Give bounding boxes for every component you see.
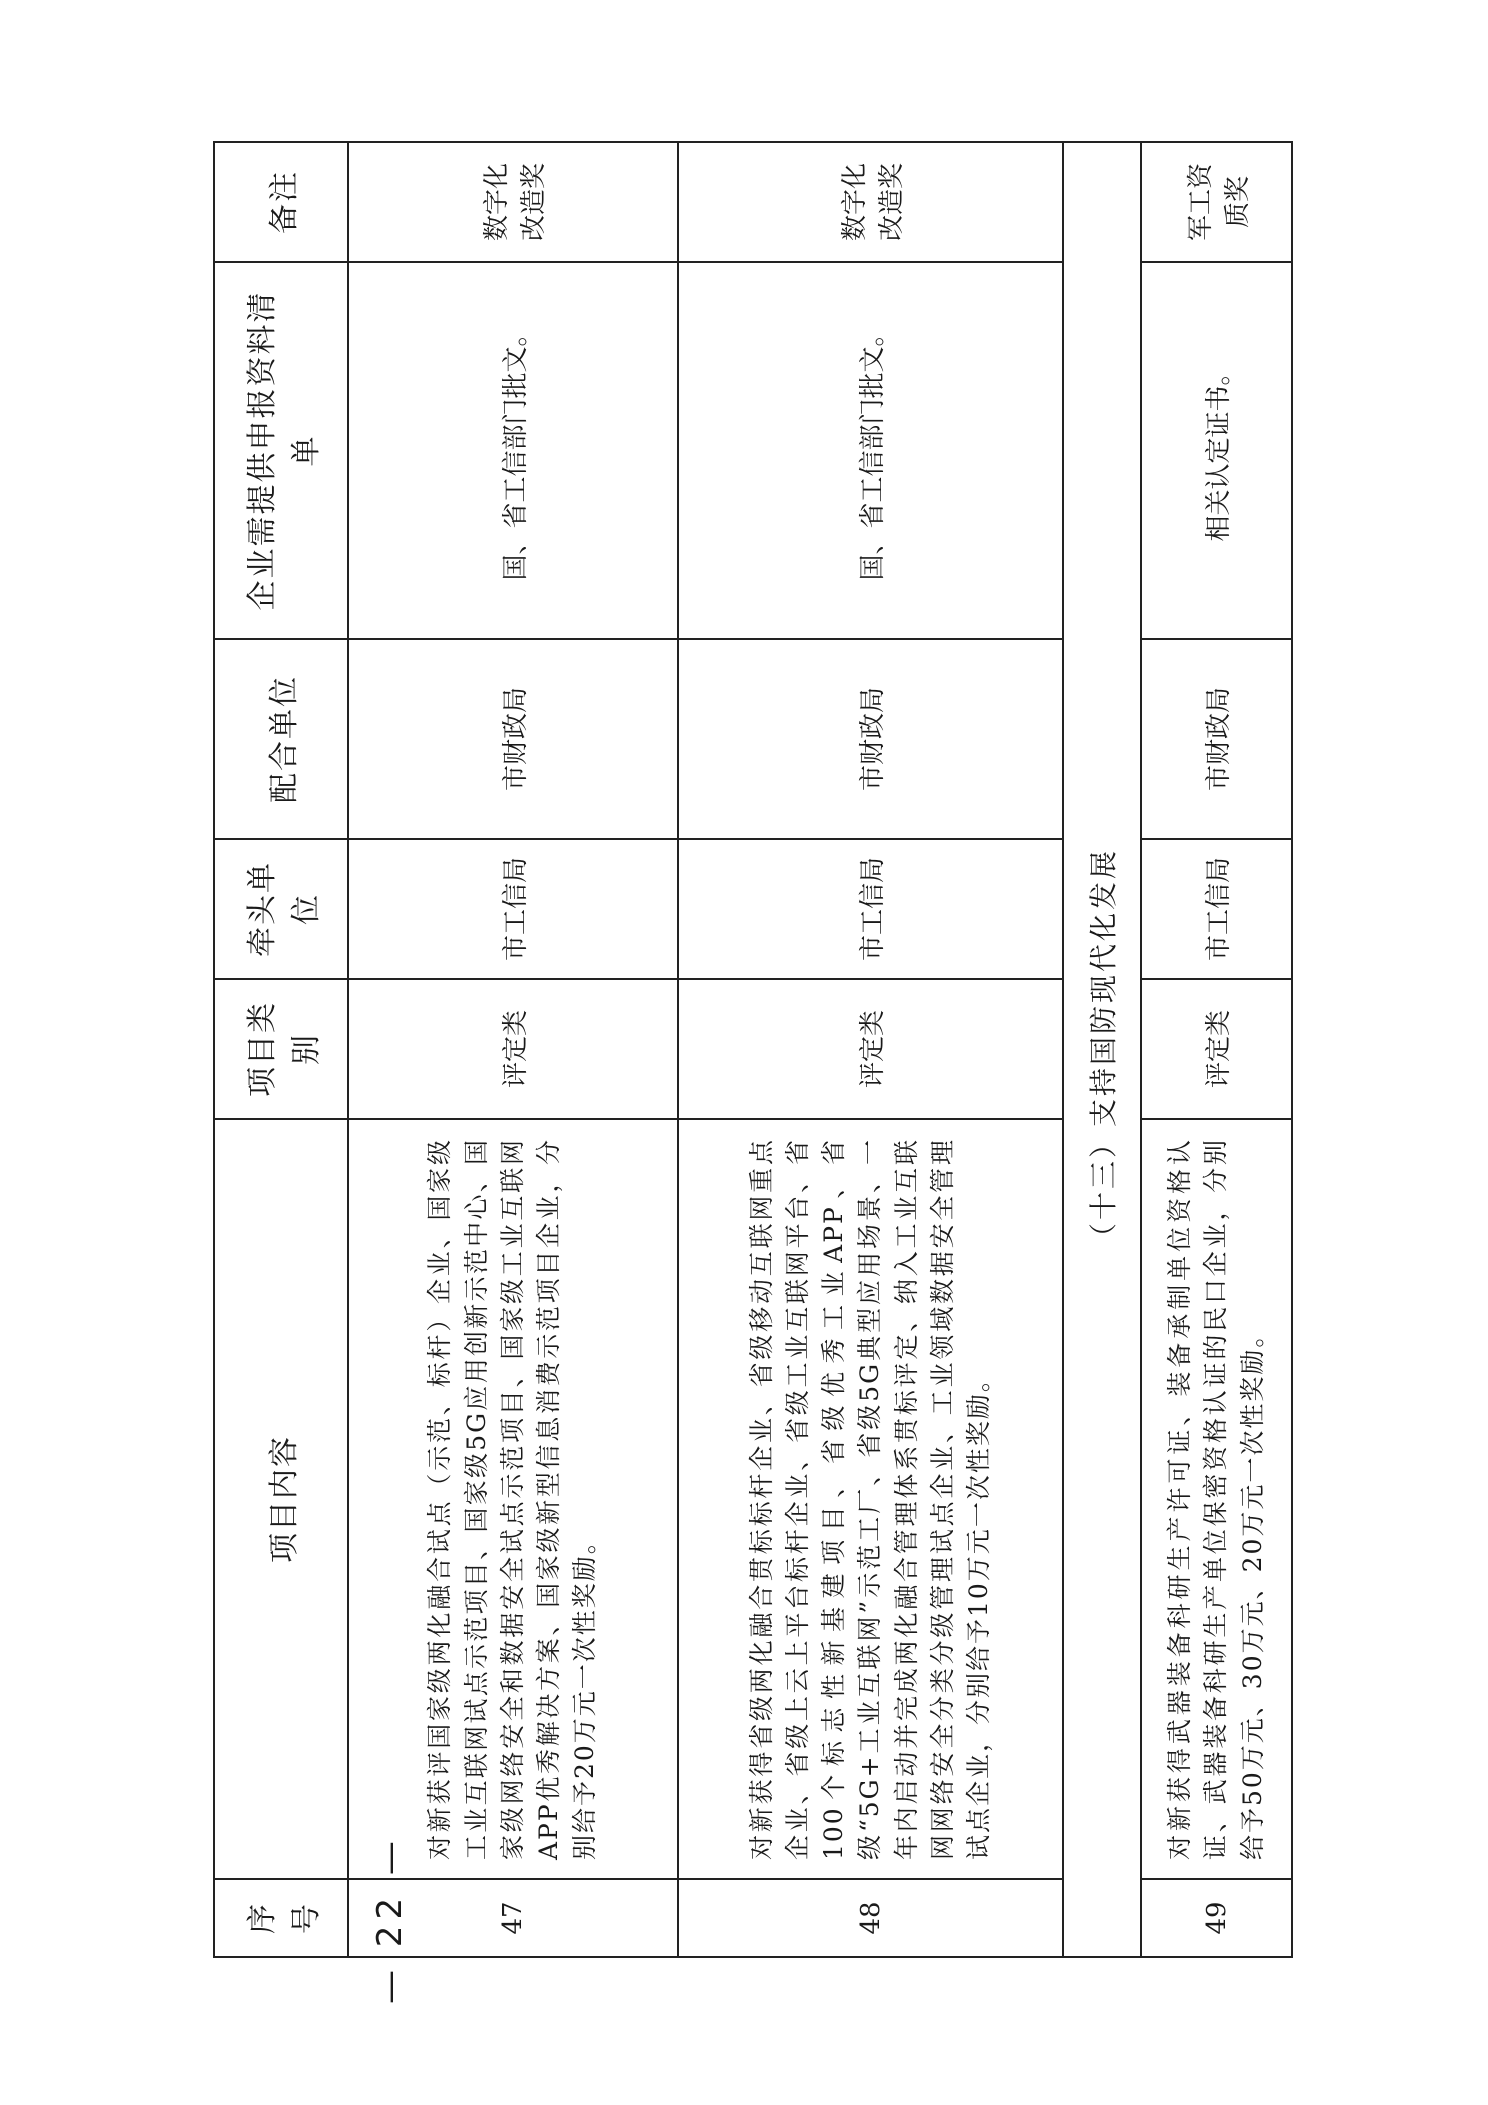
row-no: 47	[348, 1879, 678, 1957]
page-number: — 22 —	[370, 1835, 410, 2005]
table-row	[348, 142, 678, 1957]
table-row	[1141, 142, 1292, 1957]
row-category: 评定类	[348, 979, 678, 1119]
row-materials: 国、省工信部门批文。	[678, 262, 1063, 639]
row-materials: 相关认定证书。	[1141, 262, 1292, 639]
row-content: 对新获评国家级两化融合试点（示范、标杆）企业、国家级工业互联网试点示范项目、国家级5G应用创新示范中心、国家级网络安全和数据安全试点示范项目、国家级工业互联网APP优秀解决方案、国家级新型信息消费示范项目企业，分别给予20万元一次性奖励。	[348, 1119, 678, 1879]
table-row	[678, 142, 1063, 1957]
header-note: 备注	[214, 142, 348, 262]
row-partner: 市财政局	[1141, 639, 1292, 839]
row-category: 评定类	[1141, 979, 1292, 1119]
header-category: 项目类别	[214, 979, 348, 1119]
row-lead: 市工信局	[348, 839, 678, 979]
header-content: 项目内容	[214, 1119, 348, 1879]
row-partner: 市财政局	[678, 639, 1063, 839]
row-note-text: 军工资质奖	[1185, 163, 1253, 242]
row-partner: 市财政局	[348, 639, 678, 839]
table-header-row	[214, 142, 348, 1957]
row-lead: 市工信局	[678, 839, 1063, 979]
row-materials: 国、省工信部门批文。	[348, 262, 678, 639]
header-materials: 企业需提供申报资料清单	[214, 262, 348, 639]
project-table	[213, 141, 1293, 1958]
header-partner: 配合单位	[214, 639, 348, 839]
header-no: 序号	[214, 1879, 348, 1957]
row-note-text: 数字化改造奖	[839, 163, 907, 242]
row-note	[348, 142, 678, 262]
section-title: （十三）支持国防现代化发展	[1063, 142, 1141, 1957]
row-no: 49	[1141, 1879, 1292, 1957]
row-category: 评定类	[678, 979, 1063, 1119]
row-content: 对新获得省级两化融合贯标标杆企业、省级移动互联网重点企业、省级上云上平台标杆企业、省级工业互联网平台、省100个标志性新基建项目、省级优秀工业APP、省级“5G+工业互联网”示范工厂、省级5G典型应用场景、一年内启动并完成两化融合管理体系贯标评定、纳入工业互联网网络安全分类分级管理试点企业、工业领域数据安全管理试点企业，分别给予10万元一次性奖励。	[678, 1119, 1063, 1879]
row-no: 48	[678, 1879, 1063, 1957]
rotated-table-frame	[213, 143, 1293, 1958]
header-lead: 牵头单位	[214, 839, 348, 979]
row-content: 对新获得武器装备科研生产许可证、装备承制单位资格认证、武器装备科研生产单位保密资格认证的民口企业，分别给予50万元、30万元、20万元一次性奖励。	[1141, 1119, 1292, 1879]
section-row	[1063, 142, 1141, 1957]
row-note	[678, 142, 1063, 262]
row-note	[1141, 142, 1292, 262]
row-lead: 市工信局	[1141, 839, 1292, 979]
row-note-text: 数字化改造奖	[482, 163, 549, 242]
